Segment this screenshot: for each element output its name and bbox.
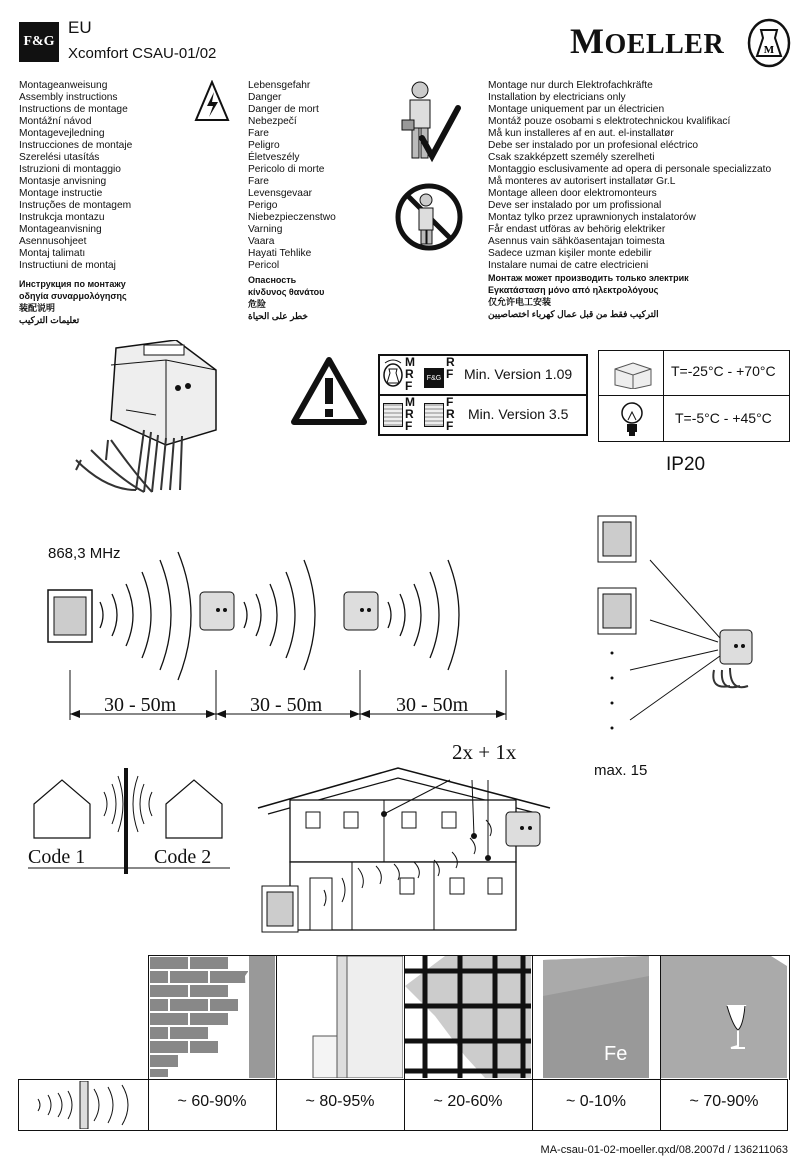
column-installation — [488, 80, 771, 320]
column-danger — [248, 80, 336, 322]
moeller-logo-icon — [747, 18, 791, 68]
document-reference: MA-csau-01-02-moeller.qxd/08.2007d / 136211063 — [540, 1144, 788, 1156]
danger-line: Varning — [248, 224, 283, 235]
rf-letter: F — [446, 419, 454, 433]
multi-sender-diagram — [590, 510, 790, 740]
danger-line: Fare — [248, 176, 269, 187]
column-instructions — [19, 80, 132, 326]
warning-icon — [290, 356, 368, 426]
brand-rest: OELLER — [604, 29, 725, 60]
danger-line: Опасность — [248, 275, 297, 285]
lang-line: Instructions de montage — [19, 104, 128, 115]
lang-line: Asennusohjeet — [19, 236, 87, 247]
install-line: Får endast utföras av behörig elektriker — [488, 224, 666, 235]
lang-line: تعليمات التركيب — [19, 315, 80, 325]
install-line: Installation by electricians only — [488, 92, 626, 103]
no-layman-icon — [394, 182, 464, 252]
danger-line: Pericolo di morte — [248, 164, 325, 175]
danger-line: Danger — [248, 92, 282, 103]
code-1-label: Code 1 — [28, 846, 86, 868]
lang-line: Montage instructie — [19, 188, 103, 199]
lang-line: οδηγία συναρμολόγησης — [19, 291, 127, 301]
version-1-text: Min. Version 1.09 — [464, 366, 573, 382]
mrf-letter: R — [405, 407, 414, 421]
house-diagram — [254, 760, 554, 950]
mrf-letter: M — [405, 395, 415, 409]
install-line: التركيب فقط من قبل عمال كهرباء اختصاصيين — [488, 309, 659, 319]
attenuation-value: ~ 60-90% — [177, 1093, 247, 1110]
light-bulb-icon — [619, 400, 645, 438]
lang-line: Montageanweisung — [19, 80, 108, 91]
model-label: Xcomfort CSAU-01/02 — [68, 45, 217, 62]
install-line: Montáž pouze osobami s elektrotechnickou kvalifikací — [488, 116, 731, 127]
electrician-icon — [398, 78, 462, 168]
drywall-icon — [277, 956, 403, 1078]
attenuation-value: ~ 70-90% — [689, 1093, 759, 1110]
danger-line: 危险 — [248, 299, 267, 309]
install-line: Csak szakképzett személy szerelheti — [488, 152, 655, 163]
danger-line: خطر على الحياة — [248, 311, 308, 321]
rf-letter: R — [446, 355, 455, 369]
lang-line: Montaj talimatı — [19, 248, 86, 259]
protection-rating: IP20 — [666, 454, 706, 475]
install-line: Deve ser instalado por um profissional — [488, 200, 662, 211]
region-label: EU — [68, 18, 92, 37]
danger-line: Peligro — [248, 140, 280, 151]
material-attenuation-table — [18, 955, 788, 1133]
range-label: 30 - 50m — [250, 694, 323, 716]
max-senders-label: max. 15 — [594, 762, 648, 779]
storage-temp: T=-25°C - +70°C — [671, 363, 776, 379]
install-line: Asennus vain sähköasentajan toimesta — [488, 236, 665, 247]
danger-line: Életveszély — [248, 152, 300, 163]
signal-wall-icon — [24, 1081, 144, 1129]
mrf-letter: F — [405, 379, 413, 393]
danger-line: Lebensgefahr — [248, 80, 311, 91]
range-label: 30 - 50m — [104, 694, 177, 716]
danger-line: κίνδυνος θανάτου — [248, 287, 325, 297]
operation-temp: T=-5°C - +45°C — [675, 410, 772, 426]
danger-line: Niebezpieczenstwo — [248, 212, 336, 223]
lang-line: 装配说明 — [19, 303, 56, 313]
danger-line: Nebezpečí — [248, 116, 297, 127]
danger-line: Fare — [248, 128, 269, 139]
multi-sender-count: 2x + 1x — [452, 740, 517, 764]
actuator-device-illustration — [66, 340, 236, 500]
fg-small-logo-text: F&G — [426, 374, 442, 382]
install-line: Montage uniquement par un électricien — [488, 104, 665, 115]
install-line: Εγκατάσταση μόνο από ηλεκτρολόγους — [488, 285, 659, 295]
rf-letter: F — [446, 367, 454, 381]
lang-line: Montasje anvisning — [19, 176, 107, 187]
rf-letter: F — [446, 395, 454, 409]
version-row-1 — [380, 356, 586, 396]
lang-line: Instruções de montagem — [19, 200, 132, 211]
glass-pane-icon — [661, 956, 787, 1078]
mrf-letter: F — [405, 419, 413, 433]
attenuation-value: ~ 20-60% — [433, 1093, 503, 1110]
brand-name — [570, 20, 724, 62]
lang-line: Instrukcja montazu — [19, 212, 105, 223]
package-icon — [611, 359, 655, 389]
version-box — [378, 354, 588, 436]
lang-line: Инструкция по монтажу — [19, 279, 126, 289]
lang-line: Montageanvisning — [19, 224, 102, 235]
range-label: 30 - 50m — [396, 694, 469, 716]
install-line: Instalare numai de catre electricieni — [488, 260, 649, 271]
install-line: Montage alleen door elektromonteurs — [488, 188, 657, 199]
attenuation-value: ~ 80-95% — [305, 1093, 375, 1110]
svg-text:M: M — [763, 44, 775, 56]
danger-line: Levensgevaar — [248, 188, 313, 199]
moeller-logo-icon — [382, 359, 404, 389]
brand-first-letter: M — [570, 21, 605, 61]
metal-label: Fe — [604, 1043, 628, 1065]
brick-wall-icon — [149, 956, 275, 1078]
install-line: Montaggio esclusivamente ad opera di personale specializzato — [488, 164, 772, 175]
danger-line: Perigo — [248, 200, 278, 211]
lang-line: Istruzioni di montaggio — [19, 164, 121, 175]
mrf-letter: M — [405, 355, 415, 369]
install-line: Montage nur durch Elektrofachkräfte — [488, 80, 653, 91]
install-line: 仅允许电工安装 — [488, 297, 552, 307]
install-line: Montaz tylko przez uprawnionych instalatorów — [488, 212, 696, 223]
attenuation-value: ~ 0-10% — [565, 1093, 627, 1110]
danger-line: Pericol — [248, 260, 280, 271]
mrf-letter: R — [405, 367, 414, 381]
version-2-text: Min. Version 3.5 — [468, 406, 569, 422]
install-line: Debe ser instalado por un profesional eléctrico — [488, 140, 699, 151]
frequency-label: 868,3 MHz — [48, 545, 121, 562]
high-voltage-icon — [194, 80, 230, 122]
install-line: Монтаж может производить только электрик — [488, 273, 689, 283]
danger-line: Vaara — [248, 236, 275, 247]
fg-small-logo — [424, 368, 444, 388]
reinforced-concrete-icon — [405, 956, 531, 1078]
rf-letter: R — [446, 407, 455, 421]
lang-line: Instrucciones de montaje — [19, 140, 133, 151]
lang-line: Assembly instructions — [19, 92, 118, 103]
install-line: Må monteres av autorisert installatør Gr.L — [488, 176, 676, 187]
danger-line: Danger de mort — [248, 104, 319, 115]
install-line: Må kun installeres af en aut. el-installatør — [488, 128, 674, 139]
lang-line: Montagevejledning — [19, 128, 105, 139]
code-2-label: Code 2 — [154, 846, 212, 868]
display-icon — [424, 403, 444, 427]
install-line: Sadece uzman kişiler monte edebilir — [488, 248, 652, 259]
version-row-2 — [380, 396, 586, 434]
display-icon — [383, 403, 403, 427]
temperature-table — [598, 350, 790, 442]
fg-logo-text: F&G — [23, 34, 55, 49]
lang-line: Instructiuni de montaj — [19, 260, 116, 271]
lang-line: Montážní návod — [19, 116, 92, 127]
metal-plate-icon — [533, 956, 659, 1078]
danger-line: Hayati Tehlike — [248, 248, 312, 259]
fg-logo — [19, 22, 59, 62]
lang-line: Szerelési utasítás — [19, 152, 100, 163]
